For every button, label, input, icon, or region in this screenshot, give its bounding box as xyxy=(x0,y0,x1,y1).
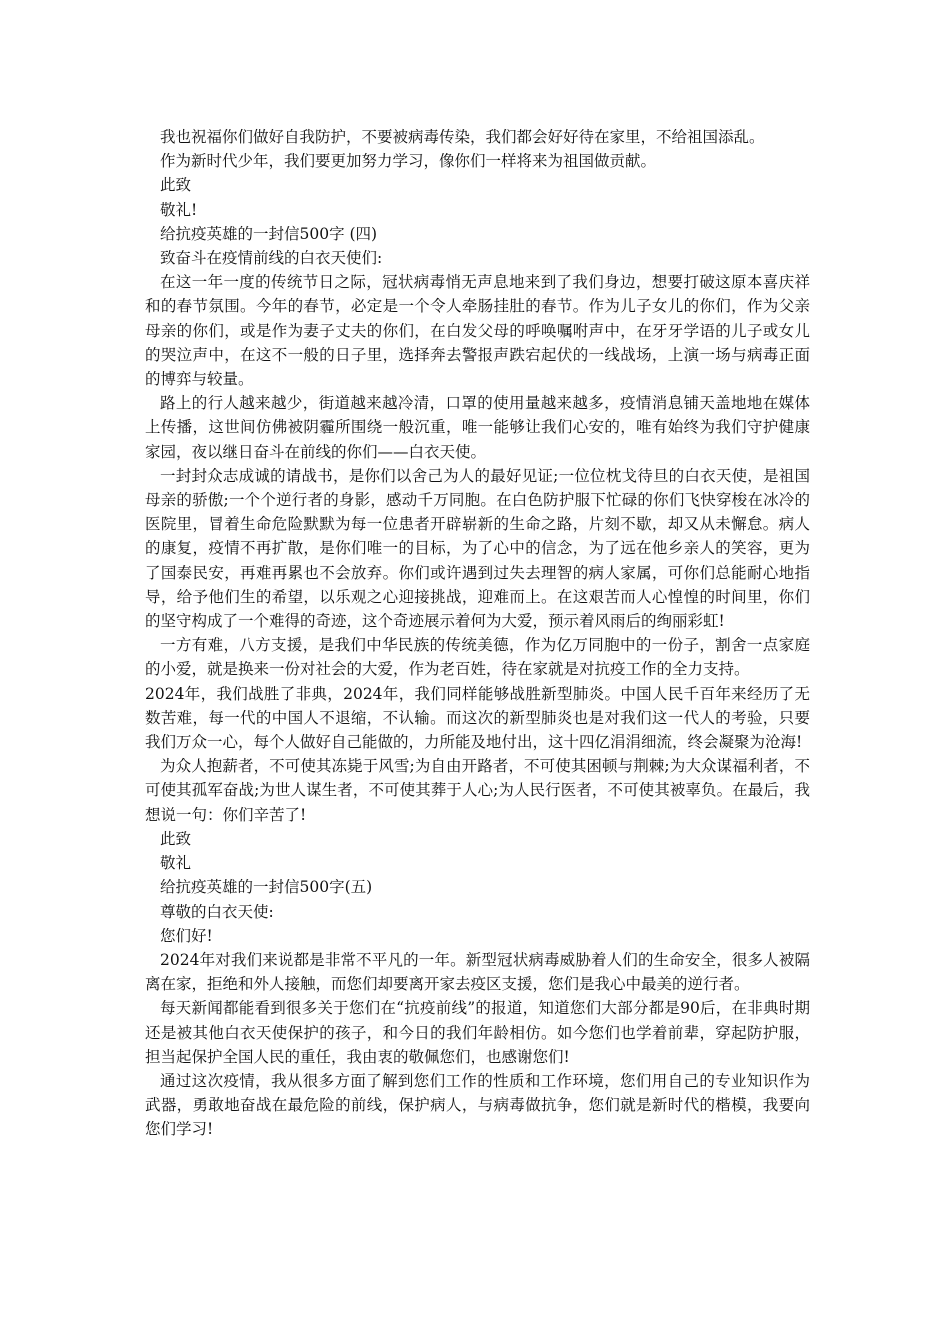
paragraph-victory: 2024年，我们战胜了非典，2024年，我们同样能够战胜新型肺炎。中国人民千百年来经历了无数苦难，每一代的中国人不退缩，不认输。而这次的新型肺炎也是对我们这一代人的考验，只要我们万众一心，每个人做好自己能做的，力所能及地付出，这十四亿涓涓细流，终会凝聚为沧海! xyxy=(145,684,810,752)
paragraph-learn: 通过这次疫情，我从很多方面了解到您们工作的性质和工作环境，您们用自己的专业知识作为武器，勇敢地奋战在最危险的前线，保护病人，与病毒做抗争，您们就是新时代的楷模，我要向您们学习! xyxy=(145,1071,810,1139)
closing-jingli-2: 敬礼 xyxy=(160,854,192,873)
paragraph-street: 路上的行人越来越少，街道越来越冷清，口罩的使用量越来越多，疫情消息铺天盖地地在媒体上传播，这世间仿佛被阴霾所围绕一般沉重，唯一能够让我们心安的，唯有始终为我们守护健康家园，夜以继日奋斗在前线的你们——白衣天使。 xyxy=(145,394,810,461)
greeting: 您们好! xyxy=(160,926,213,945)
salutation-five: 尊敬的白衣天使: xyxy=(160,902,274,921)
document-page xyxy=(145,125,810,1142)
closing-cizhi-2: 此致 xyxy=(160,829,192,848)
closing-cizhi: 此致 xyxy=(160,176,192,195)
salutation-four: 致奋斗在疫情前线的白衣天使们: xyxy=(160,249,383,268)
closing-jingli: 敬礼! xyxy=(160,200,198,219)
paragraph-unusual-year: 2024年对我们来说都是非常不平凡的一年。新型冠状病毒威胁着人们的生命安全，很多人被隔离在家，拒绝和外人接触，而您们却要离开家去疫区支援，您们是我心中最美的逆行者。 xyxy=(145,950,810,994)
letter-title-four: 给抗疫英雄的一封信500字 (四) xyxy=(160,224,378,243)
paragraph-wish-self-protection: 我也祝福你们做好自我防护，不要被病毒传染，我们都会好好待在家里，不给祖国添乱。 xyxy=(160,128,765,146)
letter-title-five: 给抗疫英雄的一封信500字(五) xyxy=(160,878,373,897)
paragraph-firewood: 为众人抱薪者，不可使其冻毙于风雪;为自由开路者，不可使其困顿与荆棘;为大众谋福利者，不可使其孤军奋战;为世人谋生者，不可使其葬于人心;为人民行医者，不可使其被辜负。在最后，我想说一句：你们辛苦了! xyxy=(145,757,810,824)
paragraph-petitions: 一封封众志成诚的请战书，是你们以舍己为人的最好见证;一位位枕戈待旦的白衣天使，是祖国母亲的骄傲;一个个逆行者的身影，感动千万同胞。在白色防护服下忙碌的你们飞快穿梭在冰冷的医院里，冒着生命危险默默为每一位患者开辟崭新的生命之路，片刻不歇，却又从未懈怠。病人的康复，疫情不再扩散，是你们唯一的目标，为了心中的信念，为了远在他乡亲人的笑容，更为了国泰民安，再难再累也不会放弃。你们或许遇到过失去理智的病人家属，可你们总能耐心地指导，给予他们生的希望，以乐观之心迎接挑战，迎难而上。在这艰苦而人心惶惶的时间里，你们的坚守构成了一个难得的奇迹，这个奇迹展示着何为大爱，预示着风雨后的绚丽彩虹! xyxy=(145,466,810,631)
paragraph-support: 一方有难，八方支援，是我们中华民族的传统美德，作为亿万同胞中的一份子，割舍一点家庭的小爱，就是换来一份对社会的大爱，作为老百姓，待在家就是对抗疫工作的全力支持。 xyxy=(145,636,810,679)
paragraph-festival: 在这一年一度的传统节日之际，冠状病毒悄无声息地来到了我们身边，想要打破这原本喜庆祥和的春节氛围。今年的春节，必定是一个令人牵肠挂肚的春节。作为儿子女儿的你们，作为父亲母亲的你们，或是作为妻子丈夫的你们，在白发父母的呼唤嘱咐声中，在牙牙学语的儿子或女儿的哭泣声中，在这不一般的日子里，选择奔去警报声跌宕起伏的一线战场，上演一场与病毒正面的博弈与较量。 xyxy=(145,273,810,389)
paragraph-study-hard: 作为新时代少年，我们要更加努力学习，像你们一样将来为祖国做贡献。 xyxy=(160,152,657,171)
paragraph-news: 每天新闻都能看到很多关于您们在“抗疫前线”的报道，知道您们大部分都是90后，在非典时期还是被其他白衣天使保护的孩子，和今日的我们年龄相仿。如今您们也学着前辈，穿起防护服，担当起保护全国人民的重任，我由衷的敬佩您们，也感谢您们! xyxy=(145,999,810,1066)
